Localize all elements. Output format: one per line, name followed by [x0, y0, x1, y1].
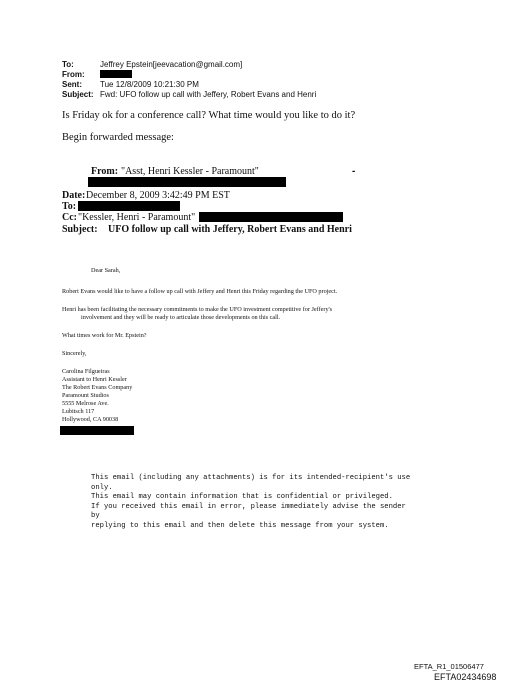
letter-closing: Sincerely, [62, 350, 87, 357]
letter-paragraph-3: What times work for Mr. Epstein? [62, 332, 147, 339]
signature-line: Paramount Studios [62, 392, 109, 399]
fwd-from-redaction [88, 177, 286, 187]
fwd-cc-value: "Kessler, Henri - Paramount" [78, 212, 196, 223]
to-value: Jeffrey Epstein[jeevacation@gmail.com] [100, 60, 243, 69]
disclaimer-line: replying to this email and then delete this message from your system. [91, 521, 389, 530]
letter-paragraph-2-line-2: involvement and they will be ready to articulate those developments on this call. [81, 314, 281, 321]
signature-line: 5555 Melrose Ave. [62, 400, 109, 407]
signature-line: Carolina Filgueiras [62, 368, 110, 375]
bates-id-large: EFTA02434698 [434, 672, 497, 682]
fwd-cc-label: Cc: [62, 212, 77, 223]
sent-value: Tue 12/8/2009 10:21:30 PM [100, 80, 199, 89]
fwd-date-value: December 8, 2009 3:42:49 PM EST [86, 190, 230, 201]
body-question: Is Friday ok for a conference call? What time would you like to do it? [62, 110, 356, 121]
letter-paragraph-2-line-1: Henri has been facilitating the necessary commitments to make the UFO investment competitive for Jeffery's [62, 306, 333, 313]
disclaimer-line: This email may contain information that is confidential or privileged. [91, 493, 393, 501]
signature-line: Lubitsch 117 [62, 408, 95, 415]
fwd-from-label: From: [91, 166, 119, 177]
subject-value: Fwd: UFO follow up call with Jeffery, Robert Evans and Henri [100, 90, 317, 99]
stray-mark: - [352, 166, 356, 177]
from-label: From: [62, 70, 85, 79]
signature-line: Hollywood, CA 90038 [62, 416, 119, 423]
disclaimer-line: only. [91, 483, 113, 492]
fwd-date-label: Date: [62, 190, 86, 201]
letter-greeting: Dear Sarah, [91, 267, 121, 274]
fwd-subject-value: UFO follow up call with Jeffery, Robert Evans and Henri [108, 224, 352, 235]
subject-label: Subject: [62, 90, 94, 99]
fwd-cc-redaction [199, 212, 343, 222]
signature-line: The Robert Evans Company [62, 384, 133, 391]
fwd-to-label: To: [62, 201, 77, 212]
fwd-subject-label: Subject: [62, 224, 98, 235]
fwd-to-redaction [78, 201, 180, 211]
forwarded-intro: Begin forwarded message: [62, 132, 174, 143]
letter-paragraph-1: Robert Evans would like to have a follow up call with Jeffery and Henri this Friday regarding the UFO project. [62, 288, 338, 295]
phone-redaction [60, 426, 134, 435]
fwd-from-value: "Asst, Henri Kessler - Paramount" [121, 166, 259, 177]
disclaimer-line: by [91, 512, 100, 520]
sent-label: Sent: [62, 80, 82, 89]
bates-id-small: EFTA_R1_01506477 [414, 662, 484, 671]
from-redaction [100, 70, 132, 78]
signature-line: Assistant to Henri Kessler [62, 376, 127, 383]
to-label: To: [62, 60, 74, 69]
disclaimer-line: This email (including any attachments) is for its intended-recipient's use [91, 474, 411, 482]
disclaimer-line: If you received this email in error, please immediately advise the sender [91, 502, 406, 511]
